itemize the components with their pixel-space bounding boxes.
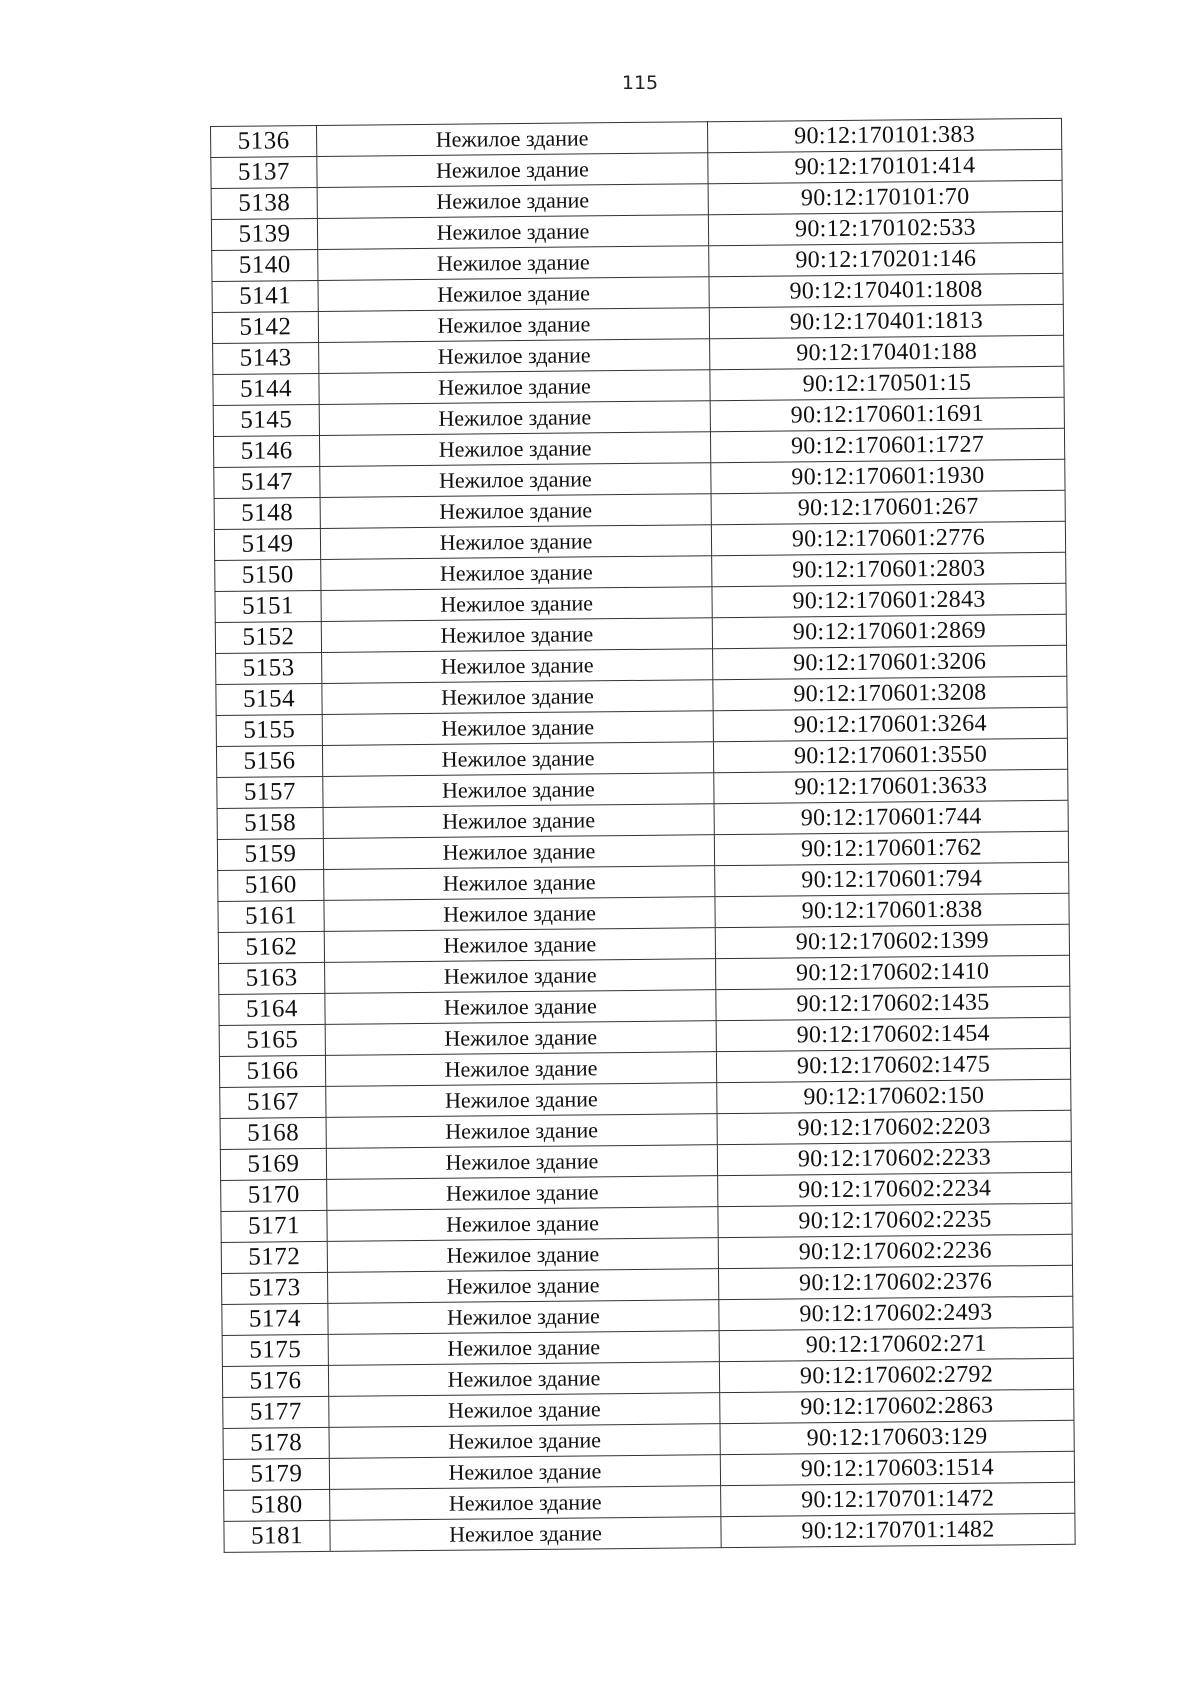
row-number-cell: 5151: [215, 590, 321, 622]
object-type-cell: Нежилое здание: [317, 153, 708, 188]
cadastral-number-cell: 90:12:170602:271: [719, 1327, 1073, 1361]
object-type-cell: Нежилое здание: [318, 277, 709, 312]
object-type-cell: Нежилое здание: [330, 1486, 721, 1521]
cadastral-number-cell: 90:12:170602:2203: [717, 1110, 1071, 1144]
row-number-cell: 5142: [212, 311, 318, 343]
object-type-cell: Нежилое здание: [330, 1517, 721, 1552]
object-type-cell: Нежилое здание: [316, 122, 707, 157]
cadastral-number-cell: 90:12:170601:838: [715, 893, 1069, 927]
property-table: [210, 118, 1076, 1553]
row-number-cell: 5153: [216, 652, 322, 684]
row-number-cell: 5152: [215, 621, 321, 653]
cadastral-number-cell: 90:12:170601:762: [714, 831, 1068, 865]
object-type-cell: Нежилое здание: [324, 928, 715, 963]
row-number-cell: 5178: [223, 1427, 329, 1459]
row-number-cell: 5163: [219, 962, 325, 994]
cadastral-number-cell: 90:12:170601:2803: [712, 552, 1066, 586]
cadastral-number-cell: 90:12:170602:1475: [716, 1048, 1070, 1082]
row-number-cell: 5148: [214, 497, 320, 529]
cadastral-number-cell: 90:12:170602:1454: [716, 1017, 1070, 1051]
row-number-cell: 5176: [222, 1365, 328, 1397]
cadastral-number-cell: 90:12:170401:1808: [709, 273, 1063, 307]
row-number-cell: 5164: [219, 993, 325, 1025]
cadastral-number-cell: 90:12:170601:1727: [710, 428, 1064, 462]
row-number-cell: 5179: [223, 1458, 329, 1490]
object-type-cell: Нежилое здание: [327, 1207, 718, 1242]
row-number-cell: 5168: [220, 1117, 326, 1149]
cadastral-number-cell: 90:12:170701:1482: [721, 1513, 1075, 1547]
row-number-cell: 5159: [217, 838, 323, 870]
object-type-cell: Нежилое здание: [322, 711, 713, 746]
cadastral-number-cell: 90:12:170601:3633: [714, 769, 1068, 803]
cadastral-number-cell: 90:12:170201:146: [709, 242, 1063, 276]
row-number-cell: 5139: [211, 218, 317, 250]
row-number-cell: 5161: [218, 900, 324, 932]
object-type-cell: Нежилое здание: [318, 308, 709, 343]
object-type-cell: Нежилое здание: [320, 494, 711, 529]
cadastral-number-cell: 90:12:170601:1930: [711, 459, 1065, 493]
object-type-cell: Нежилое здание: [328, 1269, 719, 1304]
cadastral-number-cell: 90:12:170603:129: [720, 1420, 1074, 1454]
cadastral-number-cell: 90:12:170602:2236: [718, 1234, 1072, 1268]
object-type-cell: Нежилое здание: [322, 649, 713, 684]
cadastral-number-cell: 90:12:170101:70: [708, 180, 1062, 214]
cadastral-number-cell: 90:12:170602:150: [717, 1079, 1071, 1113]
row-number-cell: 5147: [214, 466, 320, 498]
object-type-cell: Нежилое здание: [317, 215, 708, 250]
cadastral-number-cell: 90:12:170601:2843: [712, 583, 1066, 617]
object-type-cell: Нежилое здание: [324, 866, 715, 901]
cadastral-number-cell: 90:12:170602:2233: [717, 1141, 1071, 1175]
cadastral-number-cell: 90:12:170602:1435: [716, 986, 1070, 1020]
object-type-cell: Нежилое здание: [327, 1238, 718, 1273]
cadastral-number-cell: 90:12:170701:1472: [721, 1482, 1075, 1516]
cadastral-number-cell: 90:12:170102:533: [708, 211, 1062, 245]
row-number-cell: 5138: [211, 187, 317, 219]
row-number-cell: 5158: [217, 807, 323, 839]
row-number-cell: 5166: [219, 1055, 325, 1087]
cadastral-number-cell: 90:12:170602:2376: [718, 1265, 1072, 1299]
row-number-cell: 5141: [212, 280, 318, 312]
cadastral-number-cell: 90:12:170601:2776: [711, 521, 1065, 555]
object-type-cell: Нежилое здание: [323, 835, 714, 870]
object-type-cell: Нежилое здание: [325, 959, 716, 994]
cadastral-number-cell: 90:12:170602:2235: [718, 1203, 1072, 1237]
row-number-cell: 5167: [220, 1086, 326, 1118]
row-number-cell: 5136: [211, 125, 317, 157]
object-type-cell: Нежилое здание: [329, 1393, 720, 1428]
object-type-cell: Нежилое здание: [328, 1300, 719, 1335]
row-number-cell: 5165: [219, 1024, 325, 1056]
cadastral-number-cell: 90:12:170601:2869: [712, 614, 1066, 648]
object-type-cell: Нежилое здание: [320, 463, 711, 498]
cadastral-number-cell: 90:12:170602:1399: [715, 924, 1069, 958]
cadastral-number-cell: 90:12:170601:3550: [713, 738, 1067, 772]
page-number: 115: [621, 72, 659, 94]
row-number-cell: 5145: [213, 404, 319, 436]
cadastral-number-cell: 90:12:170401:188: [710, 335, 1064, 369]
cadastral-number-cell: 90:12:170601:1691: [710, 397, 1064, 431]
cadastral-number-cell: 90:12:170602:1410: [716, 955, 1070, 989]
object-type-cell: Нежилое здание: [319, 432, 710, 467]
row-number-cell: 5171: [221, 1210, 327, 1242]
cadastral-number-cell: 90:12:170601:744: [714, 800, 1068, 834]
object-type-cell: Нежилое здание: [319, 339, 710, 374]
object-type-cell: Нежилое здание: [321, 618, 712, 653]
cadastral-number-cell: 90:12:170601:794: [715, 862, 1069, 896]
object-type-cell: Нежилое здание: [329, 1455, 720, 1490]
cadastral-number-cell: 90:12:170601:3206: [713, 645, 1067, 679]
cadastral-number-cell: 90:12:170602:2234: [718, 1172, 1072, 1206]
object-type-cell: Нежилое здание: [328, 1331, 719, 1366]
cadastral-number-cell: 90:12:170101:414: [708, 149, 1062, 183]
table-body: [211, 118, 1076, 1552]
cadastral-number-cell: 90:12:170602:2863: [720, 1389, 1074, 1423]
object-type-cell: Нежилое здание: [324, 897, 715, 932]
object-type-cell: Нежилое здание: [327, 1176, 718, 1211]
object-type-cell: Нежилое здание: [319, 401, 710, 436]
row-number-cell: 5154: [216, 683, 322, 715]
row-number-cell: 5150: [215, 559, 321, 591]
row-number-cell: 5137: [211, 156, 317, 188]
row-number-cell: 5144: [213, 373, 319, 405]
row-number-cell: 5180: [224, 1489, 330, 1521]
cadastral-number-cell: 90:12:170501:15: [710, 366, 1064, 400]
object-type-cell: Нежилое здание: [325, 1052, 716, 1087]
object-type-cell: Нежилое здание: [321, 587, 712, 622]
cadastral-number-cell: 90:12:170602:2792: [719, 1358, 1073, 1392]
object-type-cell: Нежилое здание: [321, 556, 712, 591]
row-number-cell: 5174: [222, 1303, 328, 1335]
row-number-cell: 5156: [216, 745, 322, 777]
object-type-cell: Нежилое здание: [329, 1424, 720, 1459]
object-type-cell: Нежилое здание: [322, 742, 713, 777]
cadastral-number-cell: 90:12:170603:1514: [720, 1451, 1074, 1485]
object-type-cell: Нежилое здание: [328, 1362, 719, 1397]
row-number-cell: 5160: [218, 869, 324, 901]
cadastral-number-cell: 90:12:170602:2493: [719, 1296, 1073, 1330]
object-type-cell: Нежилое здание: [322, 680, 713, 715]
row-number-cell: 5173: [222, 1272, 328, 1304]
row-number-cell: 5172: [221, 1241, 327, 1273]
object-type-cell: Нежилое здание: [318, 246, 709, 281]
cadastral-number-cell: 90:12:170601:3208: [713, 676, 1067, 710]
row-number-cell: 5143: [213, 342, 319, 374]
row-number-cell: 5169: [220, 1148, 326, 1180]
row-number-cell: 5149: [214, 528, 320, 560]
row-number-cell: 5157: [217, 776, 323, 808]
row-number-cell: 5170: [221, 1179, 327, 1211]
object-type-cell: Нежилое здание: [319, 370, 710, 405]
row-number-cell: 5181: [224, 1520, 330, 1552]
row-number-cell: 5177: [223, 1396, 329, 1428]
object-type-cell: Нежилое здание: [326, 1114, 717, 1149]
row-number-cell: 5162: [218, 931, 324, 963]
cadastral-number-cell: 90:12:170401:1813: [709, 304, 1063, 338]
object-type-cell: Нежилое здание: [326, 1083, 717, 1118]
row-number-cell: 5175: [222, 1334, 328, 1366]
object-type-cell: Нежилое здание: [325, 1021, 716, 1056]
object-type-cell: Нежилое здание: [326, 1145, 717, 1180]
object-type-cell: Нежилое здание: [317, 184, 708, 219]
row-number-cell: 5155: [216, 714, 322, 746]
cadastral-number-cell: 90:12:170601:267: [711, 490, 1065, 524]
cadastral-number-cell: 90:12:170101:383: [707, 118, 1061, 152]
object-type-cell: Нежилое здание: [323, 773, 714, 808]
object-type-cell: Нежилое здание: [323, 804, 714, 839]
cadastral-number-cell: 90:12:170601:3264: [713, 707, 1067, 741]
row-number-cell: 5146: [213, 435, 319, 467]
object-type-cell: Нежилое здание: [320, 525, 711, 560]
object-type-cell: Нежилое здание: [325, 990, 716, 1025]
row-number-cell: 5140: [212, 249, 318, 281]
